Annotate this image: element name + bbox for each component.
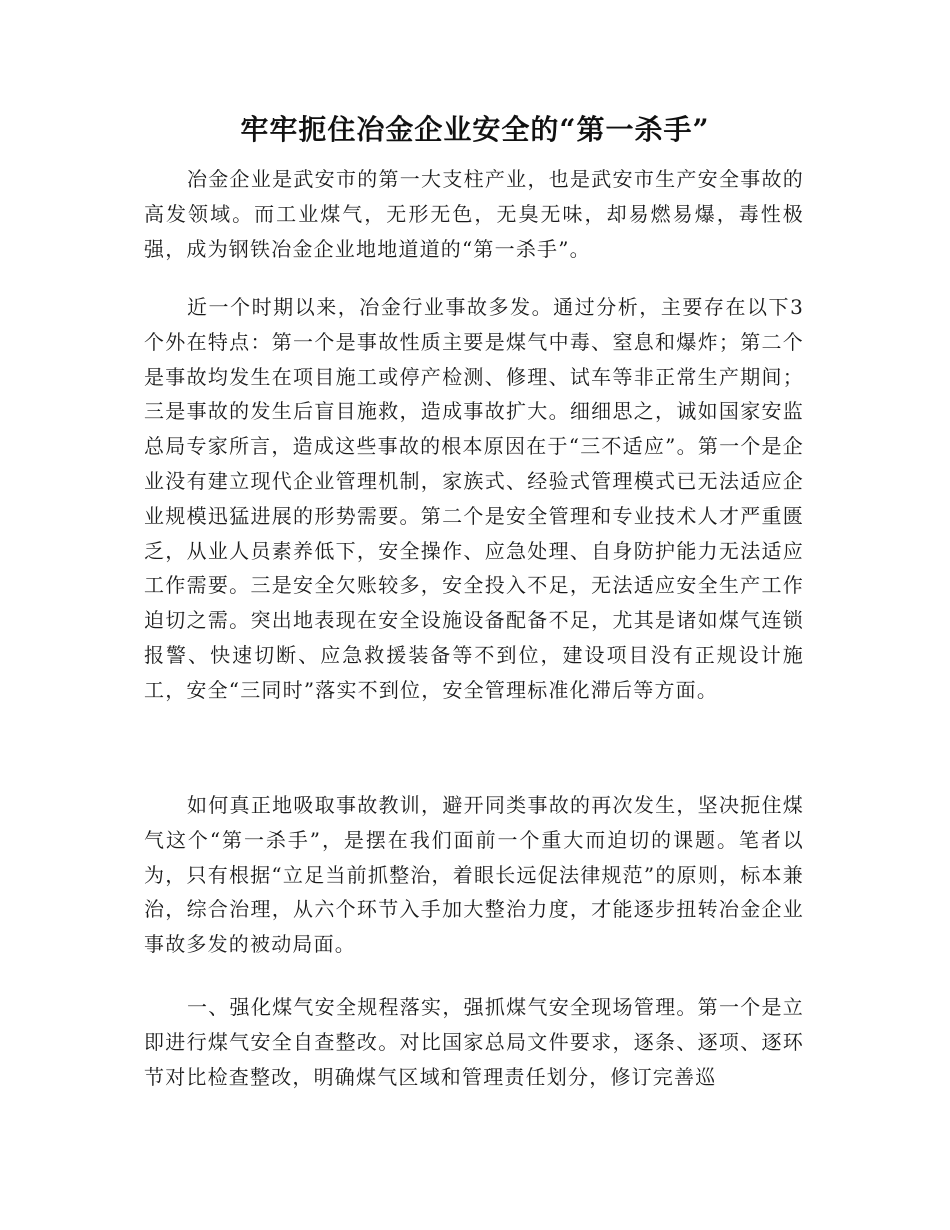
paragraph-section-one: 一、强化煤气安全规程落实，强抓煤气安全现场管理。第一个是立即进行煤气安全自查整改。对比国家总局文件要求，逐条、逐项、逐环节对比检查整改，明确煤气区域和管理责任划分，修订完善巡 (144, 995, 804, 1089)
paragraph-analysis: 近一个时期以来，冶金行业事故多发。通过分析，主要存在以下3个外在特点：第一个是事故性质主要是煤气中毒、窒息和爆炸；第二个是事故均发生在项目施工或停产检测、修理、试车等非正常生产期间；三是事故的发生后盲目施救，造成事故扩大。细细思之，诚如国家安监总局专家所言，造成这些事故的根本原因在于“三不适应”。第一个是企业没有建立现代企业管理机制，家族式、经验式管理模式已无法适应企业规模迅猛进展的形势需要。第二个是安全管理和专业技术人才严重匮乏，从业人员素养低下，安全操作、应急处理、自身防护能力无法适应工作需要。三是安全欠账较多，安全投入不足，无法适应安全生产工作迫切之需。突出地表现在安全设施设备配备不足，尤其是诸如煤气连锁报警、快速切断、应急救援装备等不到位，建设项目没有正规设计施工，安全“三同时”落实不到位，安全管理标准化滞后等方面。 (144, 295, 804, 702)
document-title: 牢牢扼住冶金企业安全的“第一杀手” (240, 113, 710, 146)
paragraph-intro: 冶金企业是武安市的第一大支柱产业，也是武安市生产安全事故的高发领域。而工业煤气，无形无色，无臭无味，却易燃易爆，毒性极强，成为钢铁冶金企业地地道道的“第一杀手”。 (144, 167, 804, 261)
paragraph-approach: 如何真正地吸取事故教训，避开同类事故的再次发生，坚决扼住煤气这个“第一杀手”，是摆在我们面前一个重大而迫切的课题。笔者以为，只有根据“立足当前抓整治，着眼长远促法律规范”的原则，标本兼治，综合治理，从六个环节入手加大整治力度，才能逐步扭转冶金企业事故多发的被动局面。 (144, 793, 804, 957)
